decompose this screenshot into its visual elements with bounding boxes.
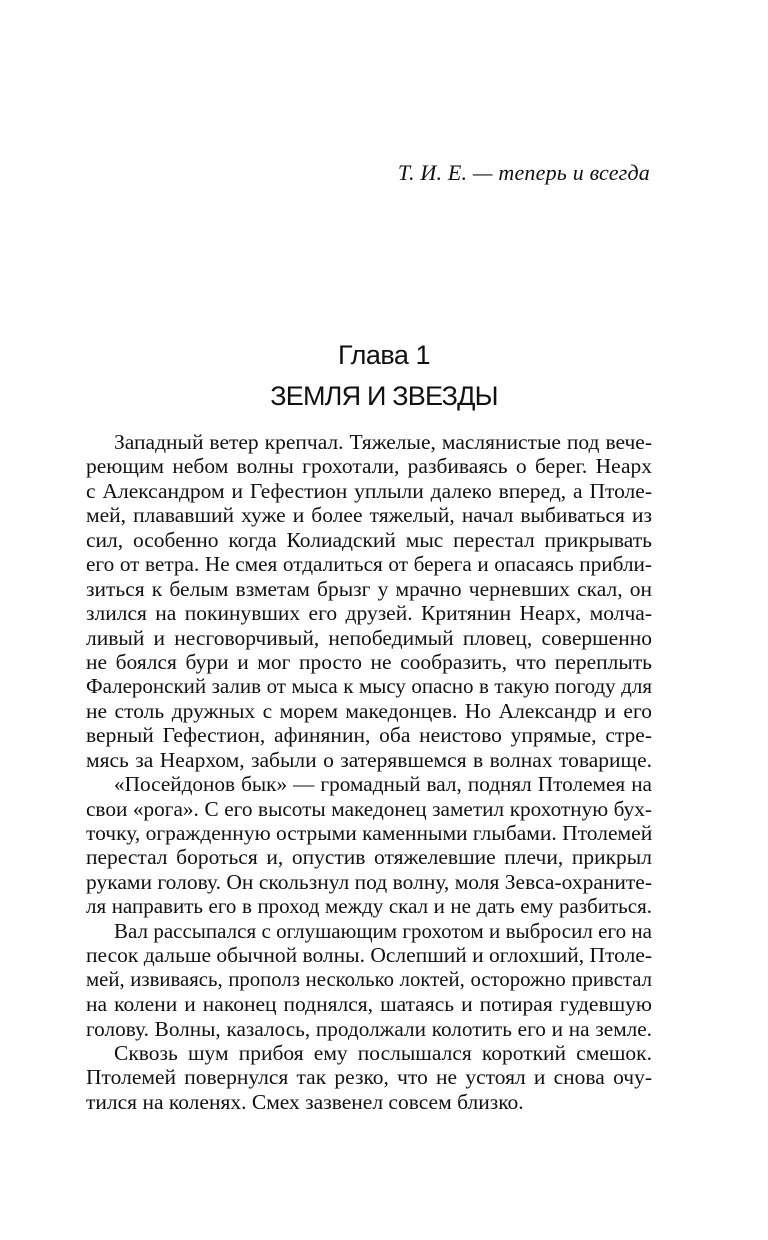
- text-line: Вал рассыпался с оглушающим грохотом и выбросил его на: [114, 918, 652, 943]
- text-line: руками голову. Он скользнул под волну, моля Зевса-охраните-: [86, 869, 652, 894]
- text-line: Сквозь шум прибоя ему послышался короткий смешок.: [114, 1040, 652, 1065]
- paragraph: [86, 919, 652, 1041]
- text-line: на колени и наконец поднялся, шатаясь и потирая гудевшую: [86, 992, 652, 1017]
- text-line: голову. Волны, казалось, продолжали колотить его и на земле.: [86, 1016, 652, 1041]
- text-line: зиться к белым взметам брызг у мрачно черневших скал, он: [86, 576, 652, 601]
- text-line: не боялся бури и мог просто не сообразить, что переплыть: [86, 649, 652, 674]
- text-line: мей, плававший хуже и более тяжелый, начал выбиваться из: [86, 503, 652, 528]
- text-line: Птолемей повернулся так резко, что не устоял и снова очу-: [86, 1065, 652, 1090]
- text-line: его от ветра. Не смея отдалиться от берега и опасаясь прибли-: [86, 552, 652, 577]
- text-line: «Посейдонов бык» — громадный вал, поднял Птолемея на: [114, 772, 652, 797]
- text-line: ля направить его в проход между скал и не дать ему разбиться.: [86, 894, 652, 919]
- paragraph: [86, 430, 652, 772]
- text-line: с Александром и Гефестион уплыли далеко вперед, а Птоле-: [86, 478, 652, 503]
- text-line: тился на коленях. Смех зазвенел совсем близко.: [86, 1089, 524, 1114]
- text-line: злился на покинувших его друзей. Критянин Неарх, молча-: [86, 601, 652, 626]
- paragraph: [86, 772, 652, 919]
- text-line: ливый и несговорчивый, непобедимый пловец, совершенно: [86, 625, 652, 650]
- text-line: перестал бороться и, опустив отяжелевшие плечи, прикрыл: [86, 845, 652, 870]
- text-line: реющим небом волны грохотали, разбиваясь о берег. Неарх: [86, 454, 652, 479]
- chapter-body-text: [86, 430, 652, 1114]
- text-line: свои «рога». С его высоты македонец заметил крохотную бух-: [86, 796, 652, 821]
- text-line: не столь дружных с морем македонцев. Но Александр и его: [86, 698, 652, 723]
- epigraph: Т. И. Е. — теперь и всегда: [397, 160, 650, 185]
- text-line: верный Гефестион, афинянин, оба неистово упрямые, стре-: [86, 723, 652, 748]
- text-line: Фалеронский залив от мыса к мысу опасно в такую погоду для: [86, 674, 652, 699]
- text-line: песок дальше обычной волны. Ослепший и оглохший, Птоле-: [86, 943, 652, 968]
- paragraph: [86, 1041, 652, 1114]
- text-line: точку, огражденную острыми каменными глыбами. Птолемей: [86, 821, 652, 845]
- chapter-number: Глава 1: [338, 340, 430, 370]
- text-line: Западный ветер крепчал. Тяжелые, маслянистые под вече-: [114, 430, 652, 454]
- text-line: мясь за Неархом, забыли о затерявшемся в волнах товарище.: [86, 747, 652, 772]
- chapter-title: ЗЕМЛЯ И ЗВЕЗДЫ: [270, 381, 498, 411]
- text-line: сил, особенно когда Колиадский мыс перестал прикрывать: [86, 527, 652, 552]
- text-line: мей, извиваясь, прополз несколько локтей, осторожно привстал: [86, 968, 652, 991]
